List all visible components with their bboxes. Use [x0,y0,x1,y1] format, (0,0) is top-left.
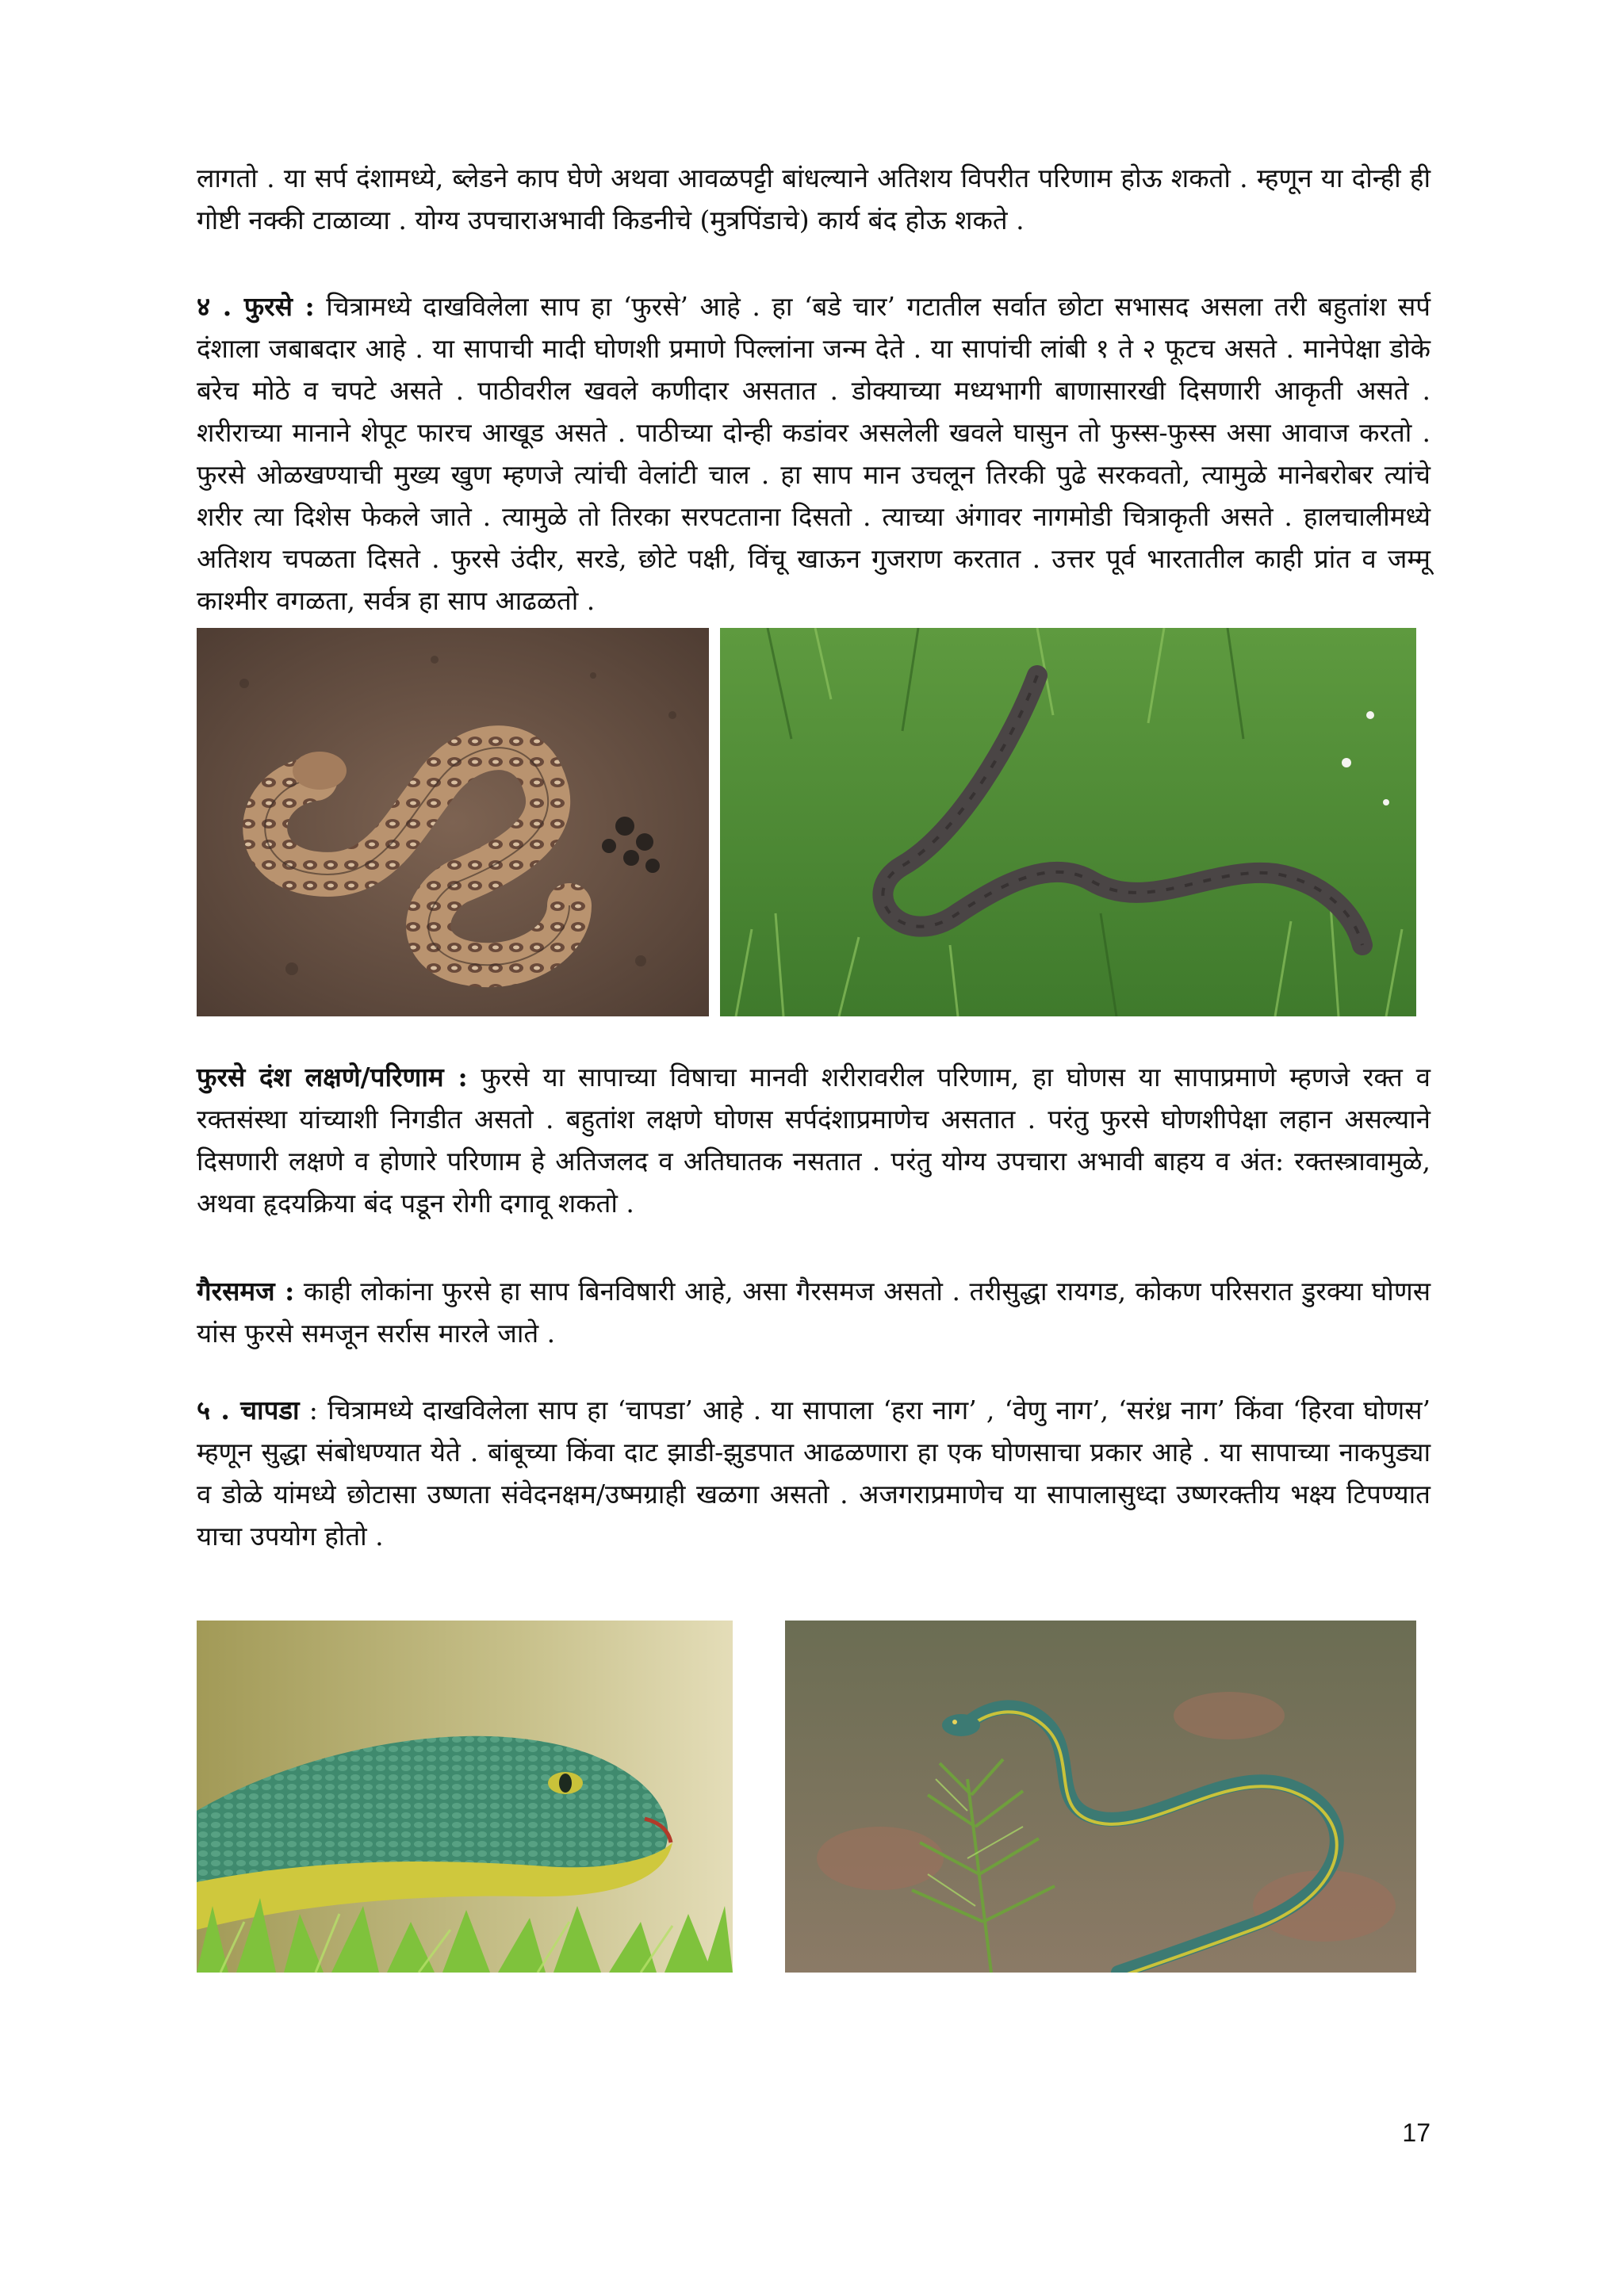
photo-chapda-closeup [197,1621,733,1973]
section-heading-chapda: ५ . चापडा [197,1395,300,1425]
section-heading-misconception: गैरसमज : [197,1276,295,1307]
photo-chapda-on-plant [785,1621,1416,1973]
section-heading-phurse: ४ . फुरसे : [197,291,315,322]
photo-phurse-in-grass [720,628,1416,1016]
page-number: 17 [1402,2118,1431,2147]
paragraph-phurse [197,285,1431,622]
paragraph-chapda [197,1389,1431,1557]
paragraph-phurse-bite-effects [197,1056,1431,1224]
paragraph-text: लागतो . या सर्प दंशामध्ये, ब्लेडने काप घेणे अथवा आवळपट्टी बांधल्याने अतिशय विपरीत परिणाम होऊ शकतो . म्हणून या दोन्ही ही गोष्टी नक्की टाळाव्या . योग्य उपचाराअभावी किडनीचे (मुत्रपिंडाचे) कार्य बंद होऊ शकते . [197,163,1431,235]
paragraph-continuation [197,157,1431,241]
paragraph-misconception [197,1270,1431,1354]
paragraph-text: चित्रामध्ये दाखविलेला साप हा ‘फुरसे’ आहे . हा ‘बडे चार’ गटातील सर्वात छोटा सभासद असला तरी बहुतांश सर्प दंशाला जबाबदार आहे . या सापाची मादी घोणशी प्रमाणे पिल्लांना जन्म देते . या सापांची लांबी १ ते २ फूटच असते . मानेपेक्षा डोके बरेच मोठे व चपटे असते . पाठीवरील खवले कणीदार असतात . डोक्याच्या मध्यभागी बाणासारखी दिसणारी आकृती असते . शरीराच्या मानाने शेपूट फारच आखूड असते . पाठीच्या दोन्ही कडांवर असलेली खवले घासुन तो फुस्स-फुस्स असा आवाज करतो . फुरसे ओळखण्याची मुख्य खुण म्हणजे त्यांची वेलांटी चाल . हा साप मान उचलून तिरकी पुढे सरकवतो, त्यामुळे मानेबरोबर त्यांचे शरीर त्या दिशेस फेकले जाते . त्यामुळे तो तिरका सरपटताना दिसतो . त्याच्या अंगावर नागमोडी चित्राकृती असते . हालचालीमध्ये अतिशय चपळता दिसते . फुरसे उंदीर, सरडे, छोटे पक्षी, विंचू खाऊन गुजराण करतात . उत्तर पूर्व भारतातील काही प्रांत व जम्मू काश्मीर वगळता, सर्वत्र हा साप आढळतो . [197,291,1431,616]
paragraph-text: काही लोकांना फुरसे हा साप बिनविषारी आहे, असा गैरसमज असतो . तरीसुद्धा रायगड, कोकण परिसरात डुरक्या घोणस यांस फुरसे समजून सर्रास मारले जाते . [197,1276,1431,1349]
section-heading-bite-effects: फुरसे दंश लक्षणे/परिणाम : [197,1062,468,1093]
paragraph-text: फुरसे या सापाच्या विषाचा मानवी शरीरावरील परिणाम, हा घोणस या सापाप्रमाणे म्हणजे रक्त व रक्तसंस्था यांच्याशी निगडीत असतो . बहुतांश लक्षणे घोणस सर्पदंशाप्रमाणेच असतात . परंतु फुरसे घोणशीपेक्षा लहान असल्याने दिसणारी लक्षणे व होणारे परिणाम हे अतिजलद व अतिघातक नसतात . परंतु योग्य उपचारा अभावी बाहय व अंत: रक्तस्त्रावामुळे, अथवा हृदयक्रिया बंद पडून रोगी दगावू शकतो . [197,1062,1431,1219]
photo-phurse-on-soil [197,628,709,1016]
paragraph-text: : चित्रामध्ये दाखविलेला साप हा ‘चापडा’ आहे . या सापाला ‘हरा नाग’ , ‘वेणु नाग’, ‘सरंध्र नाग’ किंवा ‘हिरवा घोणस’ म्हणून सुद्धा संबोधण्यात येते . बांबूच्या किंवा दाट झाडी-झुडपात आढळणारा हा एक घोणसाचा प्रकार आहे . या सापाच्या नाकपुड्या व डोळे यांमध्ये छोटासा उष्णता संवेदनक्षम/उष्मग्राही खळगा असतो . अजगराप्रमाणेच या सापालासुध्दा उष्णरक्तीय भक्ष्य टिपण्यात याचा उपयोग होतो . [197,1395,1431,1552]
